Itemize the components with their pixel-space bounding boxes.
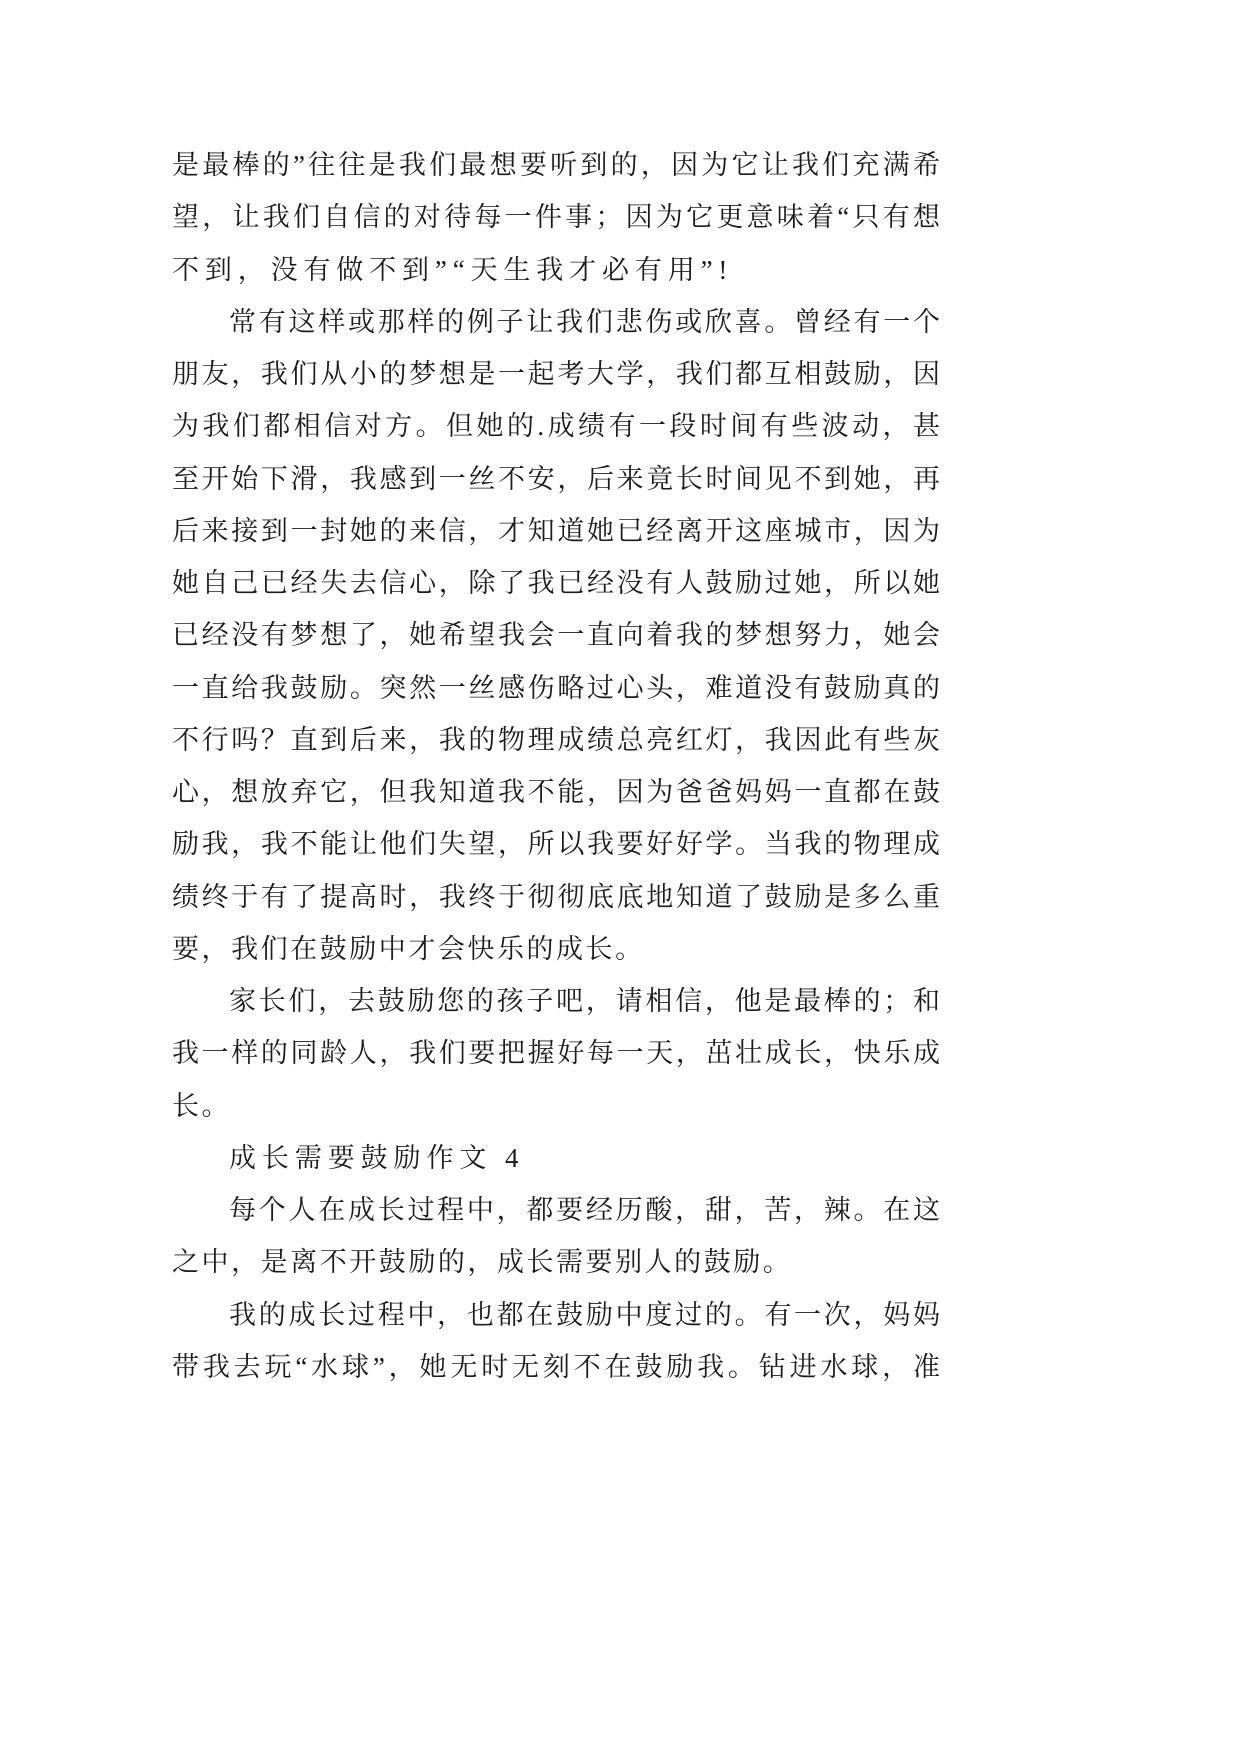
text-line: 已经没有梦想了，她希望我会一直向着我的梦想努力，她会 — [172, 620, 943, 651]
text-line: 绩终于有了提高时，我终于彻彻底底地知道了鼓励是多么重 — [172, 881, 943, 912]
text-line: 每个人在成长过程中，都要经历酸，甜，苦，辣。在这 — [229, 1195, 943, 1225]
text-line: 不到，没有做不到”“天生我才必有用”! — [172, 254, 734, 285]
paragraph — [172, 1289, 944, 1394]
text-line: 要，我们在鼓励中才会快乐的成长。 — [172, 933, 645, 964]
text-line: 为我们都相信对方。但她的.成绩有一段时间有些波动，甚 — [172, 411, 944, 442]
text-line: 家长们，去鼓励您的孩子吧，请相信，他是最棒的；和 — [229, 986, 943, 1016]
text-line: 一直给我鼓励。突然一丝感伤略过心头，难道没有鼓励真的 — [172, 672, 943, 703]
text-line: 朋友，我们从小的梦想是一起考大学，我们都互相鼓励，因 — [172, 359, 943, 389]
document-body — [172, 139, 944, 1393]
text-line: 长。 — [172, 1090, 232, 1121]
text-line: 是最棒的”往往是我们最想要听到的，因为它让我们充满希 — [172, 150, 944, 180]
paragraph — [172, 296, 944, 975]
paragraph — [172, 975, 943, 1132]
text-line: 我的成长过程中，也都在鼓励中度过的。有一次，妈妈 — [229, 1299, 943, 1330]
text-line: 带我去玩“水球”，她无时无刻不在鼓励我。钻进水球，准 — [172, 1351, 944, 1382]
paragraph — [172, 139, 944, 296]
text-line: 我一样的同龄人，我们要把握好每一天，茁壮成长，快乐成 — [172, 1038, 943, 1069]
text-line: 至开始下滑，我感到一丝不安，后来竟长时间见不到她，再 — [172, 463, 943, 494]
section-title: 成长需要鼓励作文 4 — [229, 1142, 525, 1173]
text-line: 励我，我不能让他们失望，所以我要好好学。当我的物理成 — [172, 829, 943, 860]
text-line: 后来接到一封她的来信，才知道她已经离开这座城市，因为 — [172, 515, 943, 546]
paragraph — [172, 1184, 943, 1289]
text-line: 她自己已经失去信心，除了我已经没有人鼓励过她，所以她 — [172, 568, 943, 598]
text-line: 常有这样或那样的例子让我们悲伤或欣喜。曾经有一个 — [229, 306, 943, 337]
text-line: 不行吗？直到后来，我的物理成绩总亮红灯，我因此有些灰 — [172, 724, 943, 755]
text-line: 之中，是离不开鼓励的，成长需要别人的鼓励。 — [172, 1247, 793, 1278]
text-line: 心，想放弃它，但我知道我不能，因为爸爸妈妈一直都在鼓 — [172, 777, 943, 807]
text-line: 望，让我们自信的对待每一件事；因为它更意味着“只有想 — [172, 202, 944, 233]
